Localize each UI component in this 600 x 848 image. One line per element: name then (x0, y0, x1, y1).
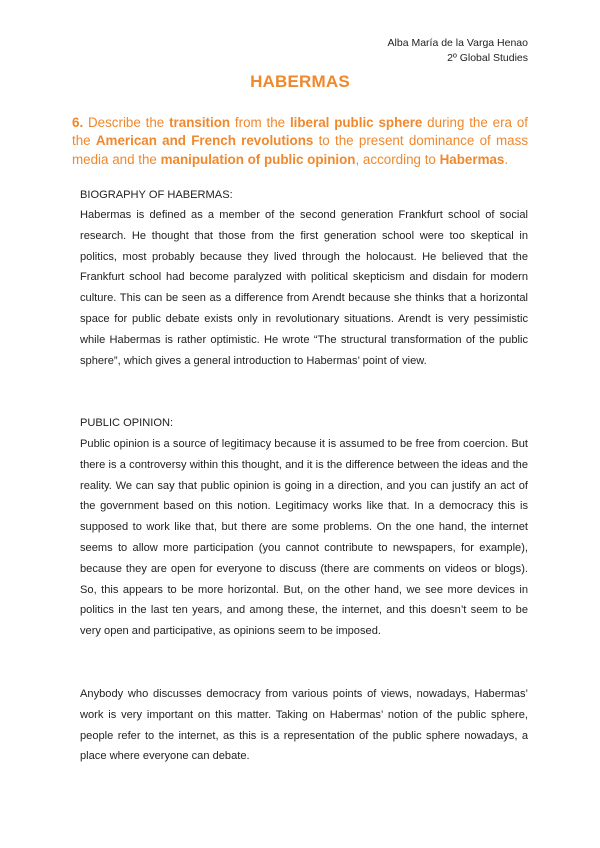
public-opinion-paragraph: Public opinion is a source of legitimacy because it is assumed to be free from coercion. But there is a controversy within this thought, and it is the difference between the ideas and the reality. We can say that public opinion is going in a direction, and you can justify an act of the government based on this notion. Legitimacy works like that. In a democracy this is supposed to work like that, but there are some problems. On the one hand, the internet seems to allow more participation (you cannot contribute to newspapers, for example), because they are open for everyone to discuss (there are comments on videos or blogs). So, this appears to be more horizontal. But, on the other hand, we see more devices in politics in the last ten years, and among these, the internet, and this doesn’t seem to be very open and participative, as opinions seem to be imposed. (80, 438, 528, 638)
author-name: Alba María de la Varga Henao (387, 37, 528, 49)
biography-heading: BIOGRAPHY OF HABERMAS: (80, 189, 233, 201)
question-prompt: 6. Describe the transition from the liberal public sphere during the era of the American and French revolutions to the present dominance of mass media and the manipulation of public opinion, according to Habermas. (72, 115, 529, 167)
course-name: 2º Global Studies (447, 52, 528, 64)
author-header (388, 36, 528, 66)
question-number: 6. (72, 115, 84, 130)
closing-paragraph: Anybody who discusses democracy from various points of views, nowadays, Habermas’ work is very important on this matter. Taking on Habermas’ notion of the public sphere, people refer to the internet, as this is a representation of the public sphere nowadays, a place where everyone can debate. (80, 688, 528, 763)
public-opinion-heading: PUBLIC OPINION: (80, 417, 174, 429)
biography-paragraph: Habermas is defined as a member of the second generation Frankfurt school of social research. He thought that those from the first generation school were too skeptical in politics, most probably because they lived through the holocaust. He believed that the Frankfurt school had become paralyzed with political skepticism and disdain for modern culture. This can be seen as a difference from Arendt because she thinks that a horizontal space for public debate exists only in revolutionary situations. Arendt is very pessimistic while Habermas is rather optimistic. He wrote “The structural transformation of the public sphere”, which gives a general introduction to Habermas’ point of view. (80, 209, 528, 367)
document-title: HABERMAS (250, 72, 350, 91)
